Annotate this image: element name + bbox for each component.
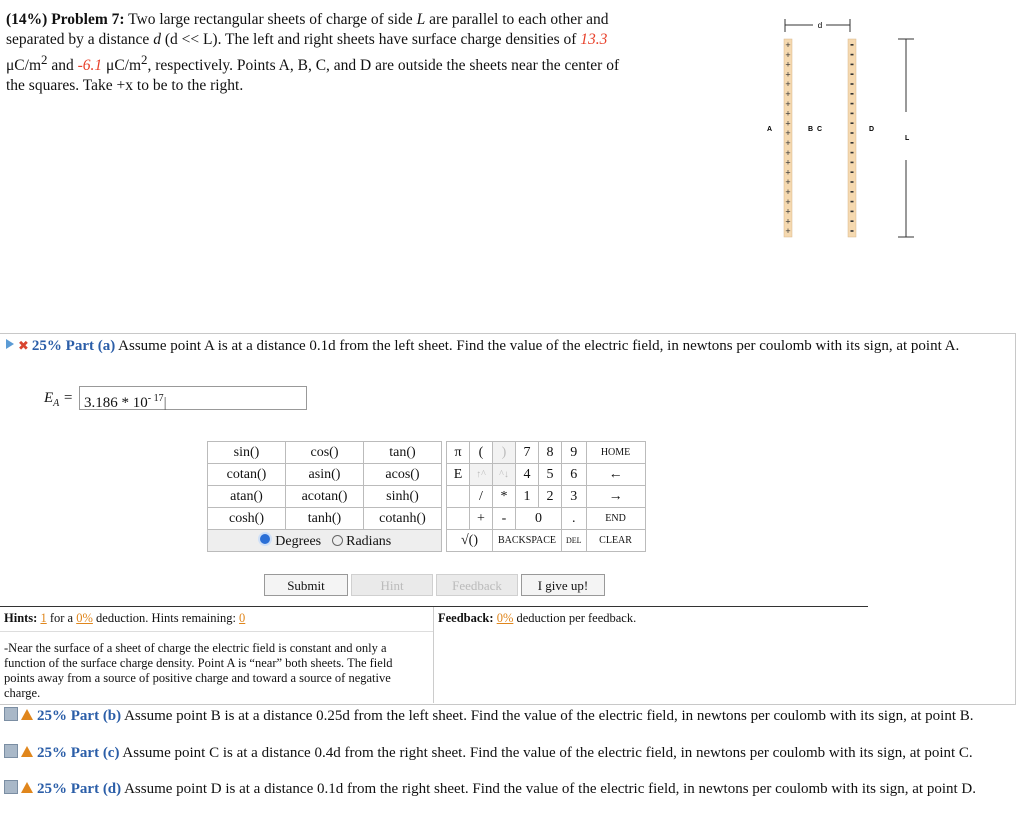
key-sqrt[interactable]: √() <box>447 530 493 552</box>
plus-sign: + <box>785 187 791 197</box>
key-up: ↑^ <box>470 464 493 486</box>
minus-sign <box>851 162 854 164</box>
key-5[interactable]: 5 <box>539 464 562 486</box>
plus-sign: + <box>785 157 791 168</box>
part-c-prompt: Assume point C is at a distance 0.4d from the right sheet. Find the value of the electric field, in newtons per coulomb with its sign, at point C. <box>122 745 973 761</box>
key-lparen[interactable]: ( <box>470 442 493 464</box>
plus-sign: + <box>785 89 791 99</box>
part-a-percent: 25% <box>31 338 62 354</box>
problem-text: , respectively. Points A, B, C, and D are outside the sheets near the center of the squares. Take +x to be to the right. <box>6 57 620 95</box>
part-d-row <box>4 780 1014 798</box>
plus-sign: + <box>785 216 791 227</box>
hints-text: for a <box>49 611 74 625</box>
plus-sign: + <box>785 196 791 207</box>
key-end[interactable]: END <box>586 508 645 530</box>
minus-sign <box>851 93 854 95</box>
play-icon[interactable] <box>6 339 14 349</box>
minus-sign <box>851 113 854 115</box>
plus-sign: + <box>785 177 791 188</box>
minus-sign <box>851 54 854 56</box>
document-icon[interactable] <box>4 744 18 758</box>
plus-sign: + <box>785 138 791 148</box>
problem-text: and <box>47 57 78 75</box>
key-cotan[interactable]: cotan() <box>208 464 286 486</box>
hints-deduction: 0% <box>76 611 93 625</box>
key-acotan[interactable]: acotan() <box>286 486 364 508</box>
part-d-label[interactable]: Part (d) <box>70 781 122 797</box>
hints-divider <box>0 631 433 632</box>
minus-sign <box>851 73 854 75</box>
minus-sign <box>851 83 854 85</box>
feedback-summary <box>438 611 636 626</box>
feedback-text: deduction per feedback. <box>516 611 637 625</box>
minus-sign <box>851 44 854 46</box>
minus-sign <box>851 191 854 193</box>
key-left-arrow[interactable]: ← <box>586 464 645 486</box>
part-b-prompt: Assume point B is at a distance 0.25d from the left sheet. Find the value of the electric field, in newtons per coulomb with its sign, at point B. <box>124 708 974 724</box>
feedback-label: Feedback: <box>438 611 494 625</box>
part-a-prompt: Assume point A is at a distance 0.1d from the left sheet. Find the value of the electric field, in newtons per coulomb with its sign, at point A. <box>118 338 960 354</box>
hints-remaining: 0 <box>239 611 246 625</box>
key-tanh[interactable]: tanh() <box>286 508 364 530</box>
sigma-left: 13.3 <box>580 31 608 48</box>
warning-icon <box>21 746 33 757</box>
key-down: ^↓ <box>493 464 516 486</box>
key-dot[interactable]: . <box>562 508 587 530</box>
key-9[interactable]: 9 <box>562 442 587 464</box>
part-b-row <box>4 707 1014 725</box>
plus-sign: + <box>785 59 791 70</box>
key-asin[interactable]: asin() <box>286 464 364 486</box>
problem-text: (d << L). The left and right sheets have surface charge densities of <box>160 31 581 48</box>
answer-mantissa: 3.186 * 10 <box>84 395 148 411</box>
key-3[interactable]: 3 <box>562 486 587 508</box>
unit: $\mu C/m^2$ <box>106 52 148 75</box>
minus-sign <box>851 103 854 105</box>
minus-sign <box>851 211 854 213</box>
numeric-keypad <box>446 441 646 552</box>
part-b-label[interactable]: Part (b) <box>70 708 122 724</box>
part-c-row <box>4 744 1014 762</box>
radians-radio[interactable] <box>332 535 343 546</box>
key-home[interactable]: HOME <box>586 442 645 464</box>
sigma-right: -6.1 <box>77 57 103 75</box>
part-c-label[interactable]: Part (c) <box>70 745 120 761</box>
problem-weight: (14%) <box>6 11 48 28</box>
key-multiply[interactable]: * <box>493 486 516 508</box>
angle-mode-row <box>208 530 442 552</box>
part-a-label[interactable]: Part (a) <box>65 338 116 354</box>
key-7[interactable]: 7 <box>516 442 539 464</box>
plus-sign: + <box>785 108 791 119</box>
diagram-label-D: D <box>869 126 875 133</box>
answer-input[interactable] <box>79 386 307 410</box>
key-rparen: ) <box>493 442 516 464</box>
sheets-diagram <box>740 12 940 247</box>
panel-divider <box>433 607 434 703</box>
warning-icon <box>21 782 33 793</box>
minus-sign <box>851 142 854 144</box>
plus-sign: + <box>785 206 791 217</box>
key-backspace[interactable]: BACKSPACE <box>493 530 562 552</box>
right-sheet <box>848 39 856 237</box>
problem-text: are parallel to each other and separated by a distance <box>6 11 609 48</box>
warning-icon <box>21 709 33 720</box>
radians-label: Radians <box>346 533 392 549</box>
plus-sign: + <box>785 40 791 50</box>
problem-statement <box>6 10 636 96</box>
minus-sign <box>851 132 854 134</box>
key-pi[interactable]: π <box>447 442 470 464</box>
plus-sign: + <box>785 79 791 90</box>
key-atan[interactable]: atan() <box>208 486 286 508</box>
part-d-percent: 25% <box>37 781 67 797</box>
minus-sign <box>851 181 854 183</box>
hints-text: deduction. Hints remaining: <box>96 611 236 625</box>
key-blank <box>447 486 470 508</box>
key-8[interactable]: 8 <box>539 442 562 464</box>
hints-label: Hints: <box>4 611 38 625</box>
key-e[interactable]: E <box>447 464 470 486</box>
minus-sign <box>851 220 854 222</box>
hint-button: Hint <box>351 574 433 596</box>
minus-sign <box>851 152 854 154</box>
answer-label: $E_A$ = <box>44 390 74 409</box>
wrong-icon: ✖ <box>18 339 29 354</box>
key-0[interactable]: 0 <box>516 508 562 530</box>
key-2[interactable]: 2 <box>539 486 562 508</box>
minus-sign <box>851 171 854 173</box>
key-del[interactable]: DEL <box>562 530 587 552</box>
key-tan[interactable]: tan() <box>364 442 442 464</box>
var-d: d <box>153 31 161 48</box>
plus-sign: + <box>785 49 791 60</box>
submit-button[interactable]: Submit <box>264 574 348 596</box>
part-b-percent: 25% <box>37 708 67 724</box>
feedback-button: Feedback <box>436 574 518 596</box>
diagram-label-d: d <box>817 21 823 30</box>
hint-text: -Near the surface of a sheet of charge the electric field is constant and only a function of the surface charge density. Point A is “near” both sheets. The field points away from a source of positive charge and toward a source of negative charge. <box>4 641 393 700</box>
plus-sign: + <box>785 69 791 80</box>
plus-sign: + <box>785 98 791 109</box>
hints-count: 1 <box>40 611 47 625</box>
minus-sign <box>851 201 854 203</box>
key-1[interactable]: 1 <box>516 486 539 508</box>
answer-exponent: - 17 <box>147 393 164 404</box>
key-divide[interactable]: / <box>470 486 493 508</box>
plus-sign: + <box>785 118 791 129</box>
diagram-label-B: B <box>808 126 814 133</box>
part-a-header <box>6 337 1011 356</box>
key-cos[interactable]: cos() <box>286 442 364 464</box>
hints-summary <box>4 611 245 626</box>
key-sinh[interactable]: sinh() <box>364 486 442 508</box>
key-cosh[interactable]: cosh() <box>208 508 286 530</box>
key-sin[interactable]: sin() <box>208 442 286 464</box>
minus-sign <box>851 64 854 66</box>
problem-text: Two large rectangular sheets of charge of side <box>128 11 417 28</box>
key-acos[interactable]: acos() <box>364 464 442 486</box>
function-keypad <box>207 441 442 552</box>
feedback-deduction: 0% <box>496 611 514 625</box>
key-4[interactable]: 4 <box>516 464 539 486</box>
key-6[interactable]: 6 <box>562 464 587 486</box>
part-c-percent: 25% <box>37 745 67 761</box>
key-cotanh[interactable]: cotanh() <box>364 508 442 530</box>
unit: $\mu C/m^2$ <box>6 52 48 75</box>
diagram-label-C: C <box>817 126 823 133</box>
part-d-prompt: Assume point D is at a distance 0.1d from the right sheet. Find the value of the electric field, in newtons per coulomb with its sign, at point D. <box>124 781 977 797</box>
diagram-label-L: L <box>905 135 910 142</box>
document-icon[interactable] <box>4 780 18 794</box>
degrees-radio[interactable] <box>258 532 272 546</box>
var-L: L <box>416 11 426 28</box>
minus-sign <box>851 230 854 232</box>
diagram-label-A: A <box>767 126 773 133</box>
plus-sign: + <box>785 226 791 237</box>
problem-title: Problem 7: <box>51 11 125 28</box>
degrees-label: Degrees <box>275 533 322 549</box>
key-clear[interactable]: CLEAR <box>586 530 645 552</box>
plus-sign: + <box>785 167 791 178</box>
key-plus[interactable]: + <box>470 508 493 530</box>
key-blank <box>447 508 470 530</box>
key-right-arrow[interactable]: → <box>586 486 645 508</box>
minus-sign <box>851 122 854 124</box>
document-icon[interactable] <box>4 707 18 721</box>
left-sheet-plus-signs <box>785 40 790 236</box>
key-minus[interactable]: - <box>493 508 516 530</box>
give-up-button[interactable]: I give up! <box>521 574 605 596</box>
plus-sign: + <box>785 128 791 139</box>
text-cursor: | <box>163 395 167 411</box>
plus-sign: + <box>785 147 791 158</box>
